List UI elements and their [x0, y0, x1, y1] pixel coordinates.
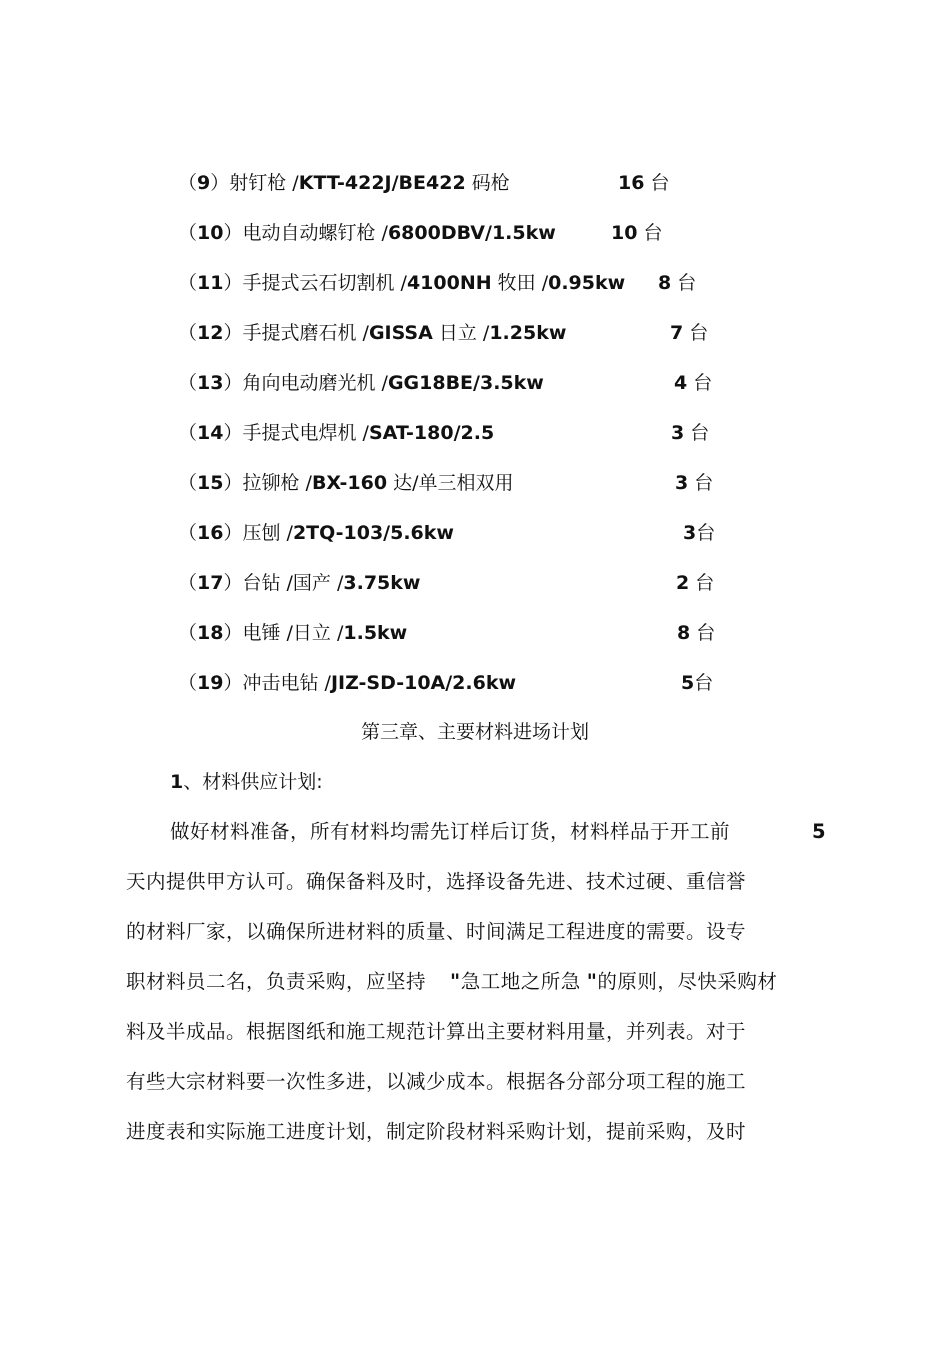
paragraph-line-6: 有些大宗材料要一次性多进，以减少成本。根据各分部分项工程的施工 — [126, 1070, 747, 1093]
item-open-paren: （ — [178, 522, 198, 544]
quantity-unit: 台 — [637, 222, 663, 244]
quantity-unit: 台 — [687, 372, 713, 394]
item-model: KTT-422J/BE422 — [298, 172, 466, 194]
paragraph-line-4 — [126, 967, 777, 997]
equipment-item-16 — [178, 518, 716, 548]
quantity-unit: 台 — [696, 522, 716, 544]
item-number: 17 — [197, 572, 224, 594]
paragraph-line-2: 天内提供甲方认可。确保备料及时，选择设备先进、技术过硬、重信誉 — [126, 870, 747, 893]
equipment-item-13 — [178, 368, 713, 398]
item-number: 11 — [197, 272, 224, 294]
item-model: 1.5kw — [343, 622, 408, 644]
line-4-quoted: 急工地之所急 — [460, 970, 581, 993]
item-brand: 日立 / — [432, 322, 490, 344]
item-quantity — [683, 518, 715, 548]
paragraph-line-1-number: 5 — [812, 820, 827, 843]
equipment-item-18 — [178, 618, 716, 648]
item-name: 手提式云石切割机 / — [242, 272, 407, 294]
quantity-unit: 台 — [688, 472, 714, 494]
section-title — [170, 767, 323, 797]
item-model: GG18BE/3.5kw — [387, 372, 544, 394]
item-number: 18 — [197, 622, 224, 644]
item-model: 4100NH — [406, 272, 492, 294]
item-name: 电锤 /日立 / — [242, 622, 344, 644]
item-name: 台钻 /国产 / — [242, 572, 344, 594]
quantity-number: 3 — [683, 522, 697, 544]
item-name: 射钉枪 / — [229, 172, 299, 194]
quantity-number: 5 — [681, 672, 695, 694]
equipment-item-10 — [178, 218, 663, 248]
item-close-paren: ） — [223, 672, 243, 694]
item-quantity — [677, 618, 715, 648]
item-number: 10 — [197, 222, 224, 244]
item-close-paren: ） — [223, 572, 243, 594]
quantity-unit: 台 — [689, 572, 715, 594]
section-title-text: 、材料供应计划: — [183, 771, 323, 793]
item-name-suffix: 码枪 — [465, 172, 510, 194]
quantity-number: 10 — [611, 222, 638, 244]
item-number: 19 — [197, 672, 224, 694]
item-power: 1.25kw — [489, 322, 567, 344]
item-model: BX-160 — [311, 472, 388, 494]
quantity-unit: 台 — [684, 422, 710, 444]
item-number: 12 — [197, 322, 224, 344]
quantity-number: 3 — [675, 472, 689, 494]
quantity-unit: 台 — [694, 672, 714, 694]
item-close-paren: ） — [223, 622, 243, 644]
item-quantity — [611, 218, 663, 248]
item-quantity — [618, 168, 670, 198]
item-number: 16 — [197, 522, 224, 544]
paragraph-line-3: 的材料厂家，以确保所进材料的质量、时间满足工程进度的需要。设专 — [126, 920, 747, 943]
section-number: 1 — [170, 771, 184, 793]
item-open-paren: （ — [178, 422, 198, 444]
item-number: 9 — [197, 172, 211, 194]
item-name: 手提式电焊机 / — [242, 422, 369, 444]
chapter-heading: 第三章、主要材料进场计划 — [360, 721, 589, 743]
open-quote: " — [450, 970, 461, 993]
equipment-item-17 — [178, 568, 715, 598]
item-open-paren: （ — [178, 172, 198, 194]
item-model: 2TQ-103/5.6kw — [292, 522, 454, 544]
equipment-item-11 — [178, 268, 697, 298]
item-model: GISSA — [368, 322, 433, 344]
quantity-unit: 台 — [644, 172, 670, 194]
item-open-paren: （ — [178, 272, 198, 294]
item-open-paren: （ — [178, 622, 198, 644]
item-quantity — [676, 568, 714, 598]
quantity-unit: 台 — [671, 272, 697, 294]
item-close-paren: ） — [223, 472, 243, 494]
item-brand: 达/单三相双用 — [387, 472, 514, 494]
item-number: 13 — [197, 372, 224, 394]
item-close-paren: ） — [223, 222, 243, 244]
item-close-paren: ） — [223, 372, 243, 394]
item-model: 3.75kw — [343, 572, 421, 594]
item-brand: 牧田 / — [491, 272, 549, 294]
quantity-number: 3 — [671, 422, 685, 444]
paragraph-line-5: 料及半成品。根据图纸和施工规范计算出主要材料用量，并列表。对于 — [126, 1020, 747, 1043]
item-quantity — [658, 268, 696, 298]
paragraph-line-7: 进度表和实际施工进度计划，制定阶段材料采购计划，提前采购，及时 — [126, 1120, 747, 1143]
equipment-item-14 — [178, 418, 710, 448]
item-open-paren: （ — [178, 322, 198, 344]
item-number: 15 — [197, 472, 224, 494]
item-name: 电动自动螺钉枪 / — [242, 222, 388, 244]
item-open-paren: （ — [178, 472, 198, 494]
item-name: 手提式磨石机 / — [242, 322, 369, 344]
quantity-number: 16 — [618, 172, 645, 194]
line-4-text-c: 的原则，尽快采购材 — [597, 970, 778, 993]
item-close-paren: ） — [210, 172, 230, 194]
item-quantity — [675, 468, 713, 498]
item-model: SAT-180/2.5 — [368, 422, 495, 444]
item-name: 压刨 / — [242, 522, 293, 544]
item-quantity — [681, 668, 713, 698]
equipment-item-9 — [178, 168, 670, 198]
quantity-unit: 台 — [683, 322, 709, 344]
item-open-paren: （ — [178, 572, 198, 594]
item-power: 0.95kw — [548, 272, 626, 294]
quantity-number: 8 — [658, 272, 672, 294]
quantity-number: 7 — [670, 322, 684, 344]
item-quantity — [670, 318, 708, 348]
item-open-paren: （ — [178, 222, 198, 244]
item-close-paren: ） — [223, 422, 243, 444]
quantity-number: 4 — [674, 372, 688, 394]
line-4-text-a: 职材料员二名，负责采购，应坚持 — [126, 970, 427, 993]
item-number: 14 — [197, 422, 224, 444]
quantity-number: 8 — [677, 622, 691, 644]
item-quantity — [671, 418, 709, 448]
item-open-paren: （ — [178, 672, 198, 694]
item-model: JIZ-SD-10A/2.6kw — [330, 672, 517, 694]
item-close-paren: ） — [223, 272, 243, 294]
quantity-unit: 台 — [690, 622, 716, 644]
item-open-paren: （ — [178, 372, 198, 394]
close-quote: " — [586, 970, 598, 993]
equipment-item-12 — [178, 318, 709, 348]
quantity-number: 2 — [676, 572, 690, 594]
equipment-item-19 — [178, 668, 714, 698]
paragraph-line-1: 做好材料准备，所有材料均需先订样后订货，材料样品于开工前 — [170, 820, 731, 843]
equipment-item-15 — [178, 468, 714, 498]
item-close-paren: ） — [223, 522, 243, 544]
item-name: 冲击电钻 / — [242, 672, 331, 694]
item-model: 6800DBV/1.5kw — [387, 222, 556, 244]
item-name: 拉铆枪 / — [242, 472, 312, 494]
item-quantity — [674, 368, 712, 398]
item-name: 角向电动磨光机 / — [242, 372, 388, 394]
item-close-paren: ） — [223, 322, 243, 344]
